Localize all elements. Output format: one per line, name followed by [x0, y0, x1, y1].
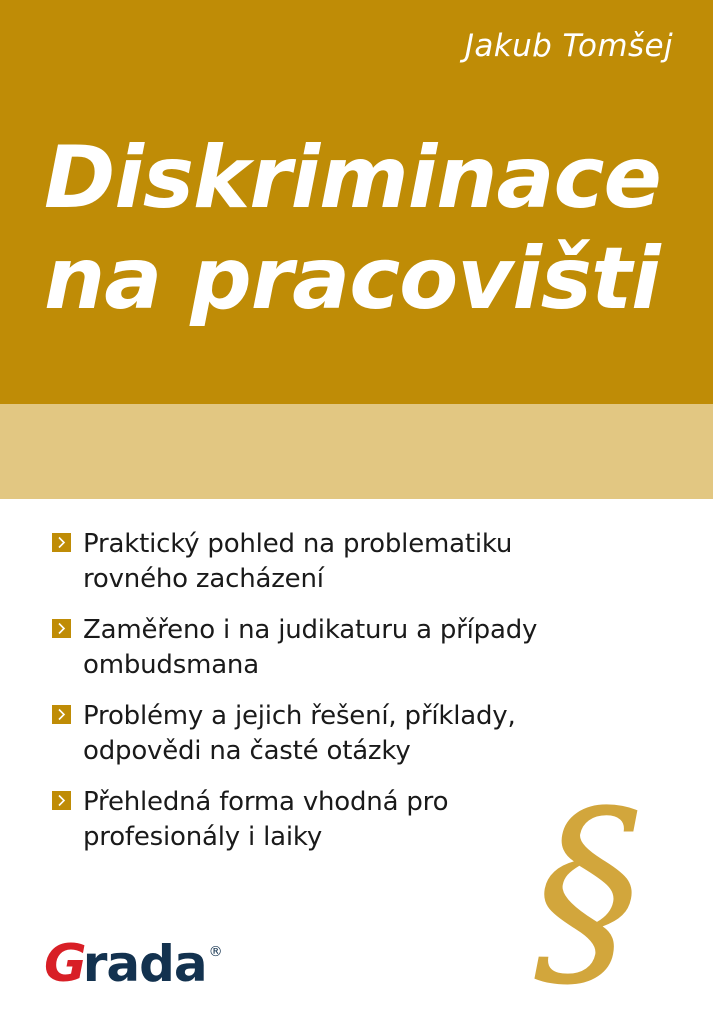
list-item	[52, 613, 612, 682]
title-line-2: na pracovišti	[44, 229, 660, 330]
logo-initial: G	[44, 934, 85, 994]
bullet-text: Praktický pohled na problematiku rovného zacházení	[83, 529, 513, 594]
bullet-text: Zaměřeno i na judikaturu a případy ombudsmana	[83, 615, 538, 680]
title-line-1: Diskriminace	[44, 128, 661, 228]
list-item	[52, 785, 612, 854]
chevron-right-icon	[52, 619, 71, 638]
logo-name: rada	[82, 935, 207, 993]
list-item	[52, 699, 612, 768]
cover-mid-band	[0, 404, 713, 499]
author-name: Jakub Tomšej	[464, 28, 673, 64]
bullet-text: Přehledná forma vhodná pro profesionály i laiky	[83, 787, 449, 853]
logo-trademark: ®	[208, 944, 223, 960]
list-item	[52, 527, 612, 596]
paragraph-symbol-decoration	[534, 764, 684, 1015]
bullet-text: Problémy a jejich řešení, příklady, odpovědi na časté otázky	[83, 701, 516, 766]
chevron-right-icon	[52, 791, 71, 810]
paragraph-glyph: §	[534, 764, 642, 1015]
book-title	[44, 128, 684, 331]
bullet-list	[52, 527, 612, 872]
publisher-logo	[44, 934, 223, 994]
chevron-right-icon	[52, 533, 71, 552]
chevron-right-icon	[52, 705, 71, 724]
